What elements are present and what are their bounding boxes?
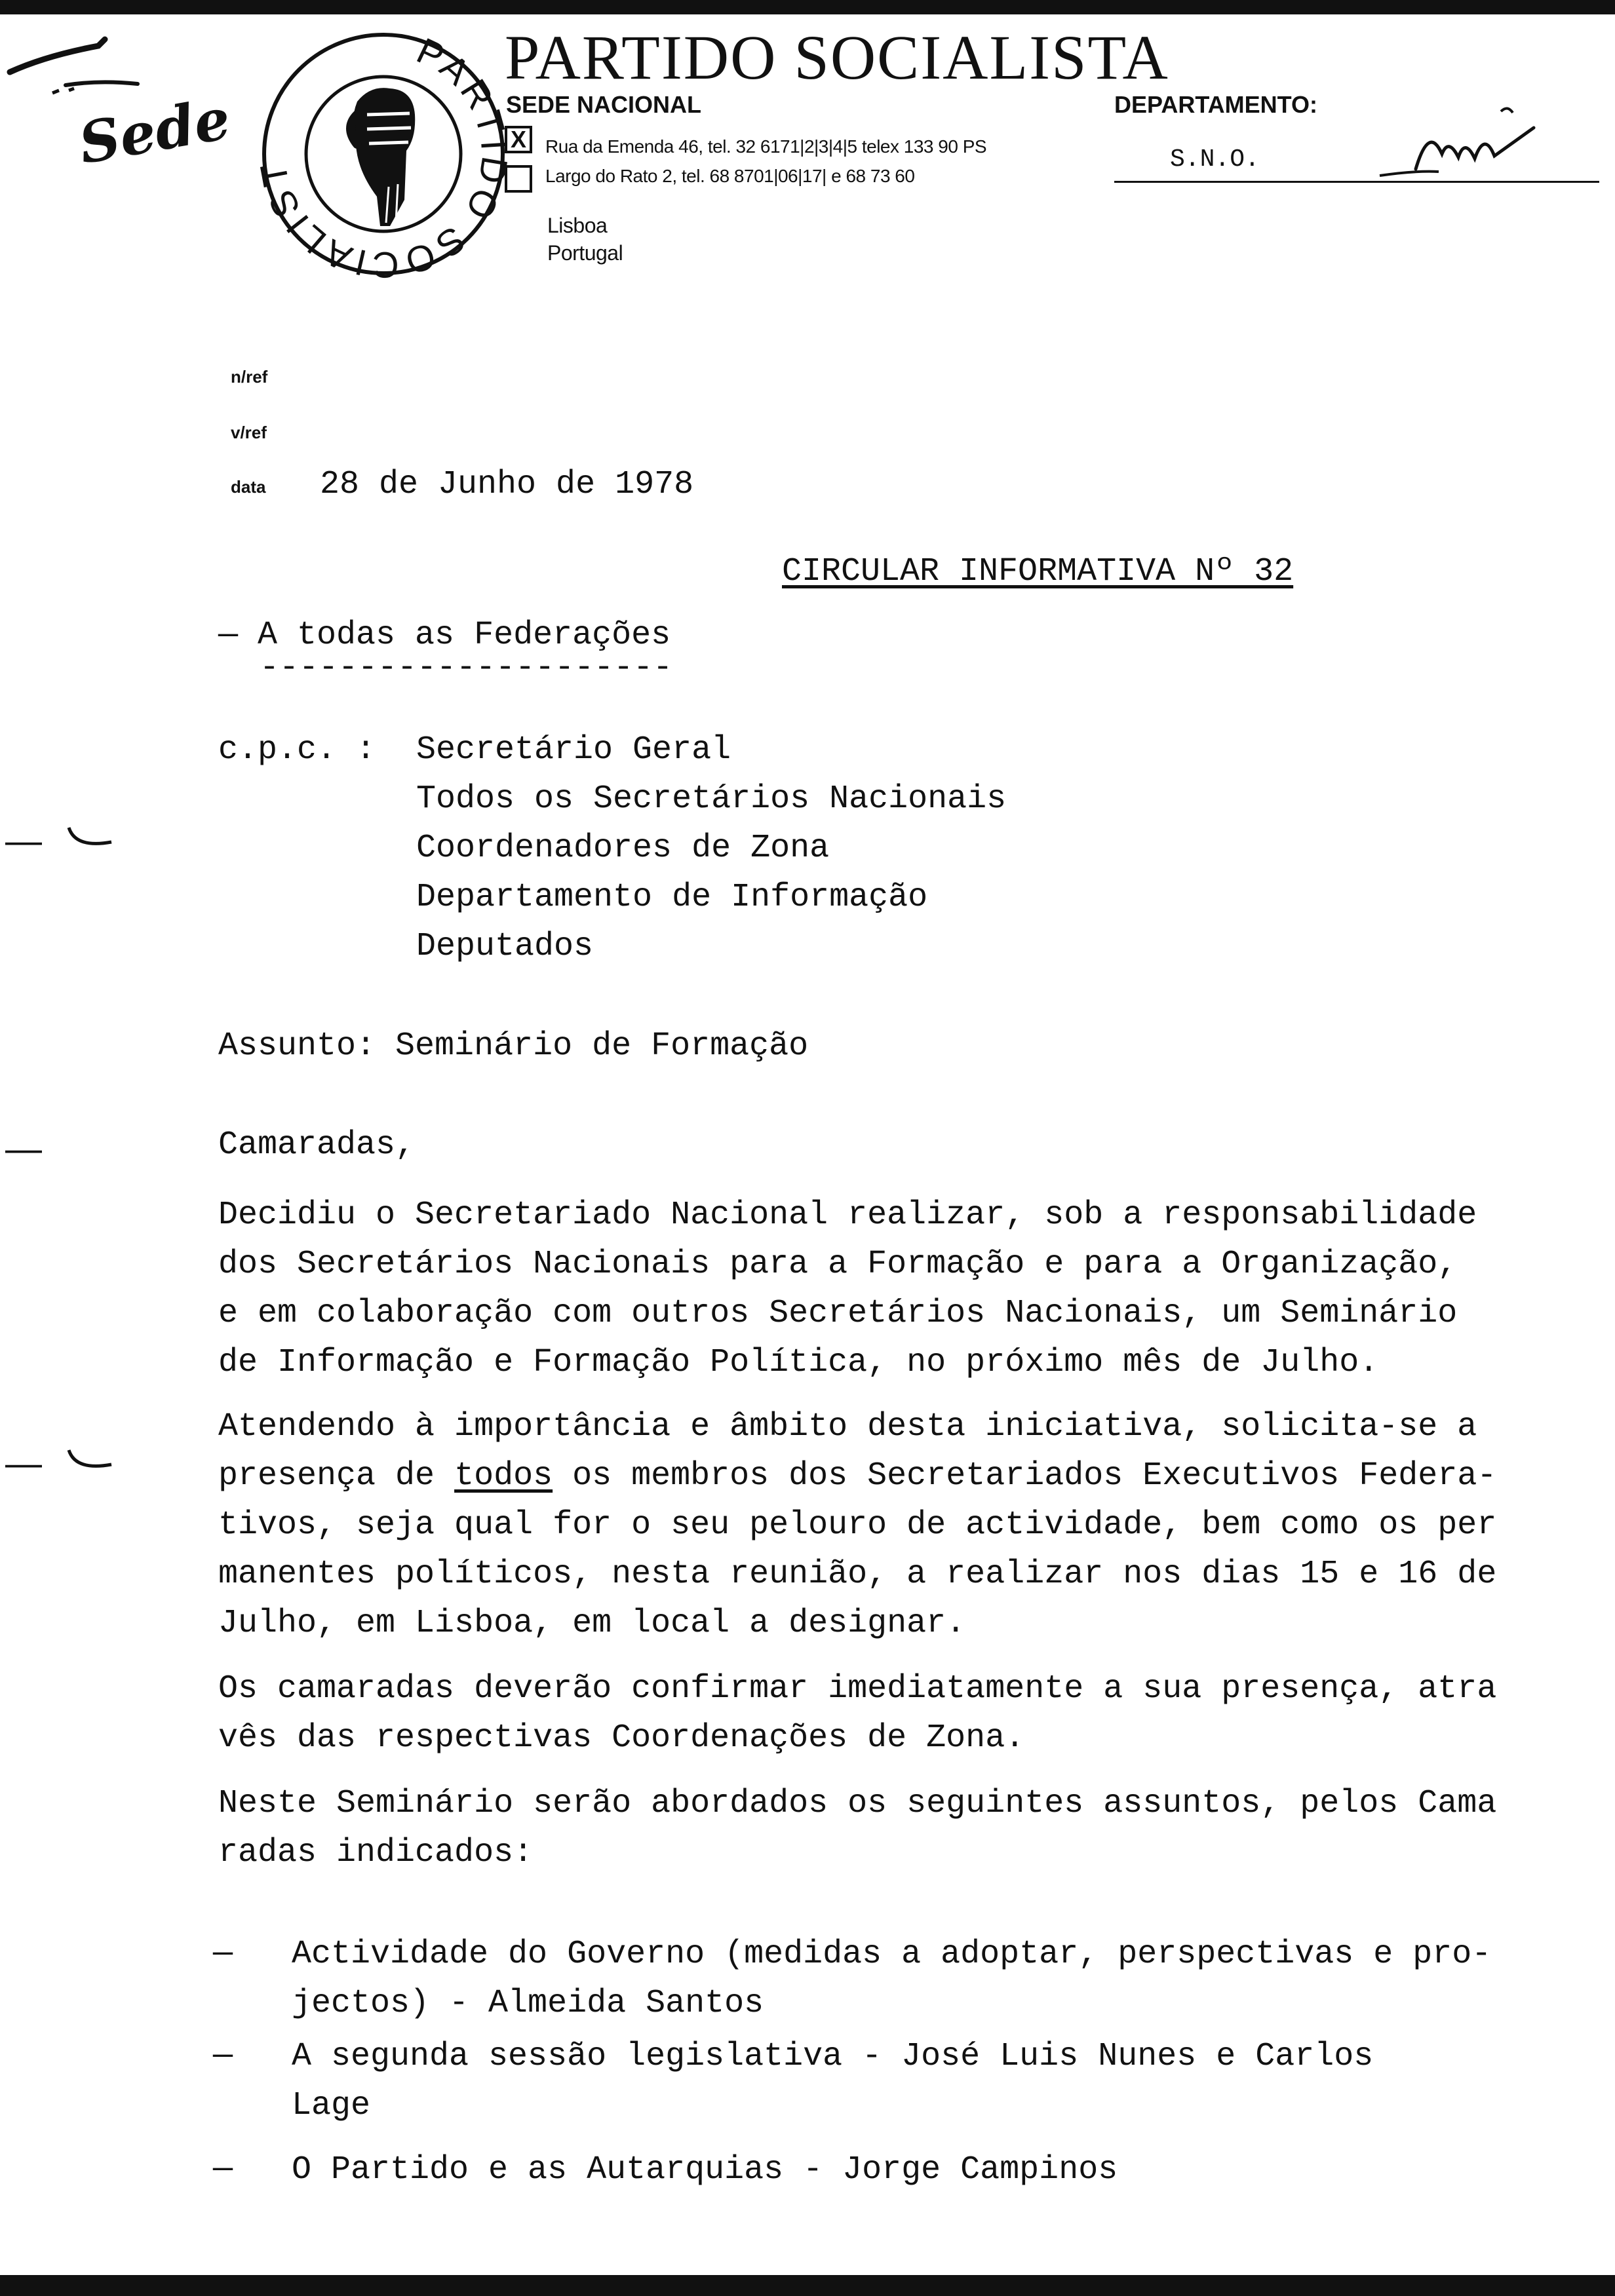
margin-hook-mark xyxy=(66,1445,118,1478)
addressee-rule: --------------------- xyxy=(260,649,673,687)
scan-bottom-border xyxy=(0,2275,1615,2296)
emphasis-todos: todos xyxy=(454,1457,553,1495)
paragraph-line: dos Secretários Nacionais para a Formação e para a Organização, xyxy=(218,1246,1458,1283)
city: Lisboa xyxy=(547,214,608,237)
topic-line: Actividade do Governo (medidas a adoptar, perspectivas e pro- xyxy=(292,1936,1492,1973)
cpc-recipient: Deputados xyxy=(416,928,594,965)
margin-dash: — xyxy=(5,1442,42,1483)
paragraph-line: manentes políticos, nesta reunião, a realizar nos dias 15 e 16 de xyxy=(218,1556,1497,1593)
topic-dash: — xyxy=(213,2037,233,2075)
paragraph-line: tivos, seja qual for o seu pelouro de actividade, bem como os per xyxy=(218,1506,1497,1544)
cpc-recipient: Secretário Geral xyxy=(416,731,731,769)
nref-label: n/ref xyxy=(231,367,268,387)
paragraph-line: Julho, em Lisboa, em local a designar. xyxy=(218,1605,966,1642)
topic-line: Lage xyxy=(292,2087,371,2124)
topic-item xyxy=(292,1930,1491,2028)
departamento-value: S.N.O. xyxy=(1170,145,1260,174)
margin-hook-mark xyxy=(66,822,118,855)
address-2: Largo do Rato 2, tel. 68 8701|06|17| e 68 73 60 xyxy=(545,166,915,186)
party-logo xyxy=(259,29,508,278)
vref-label: v/ref xyxy=(231,423,267,442)
topic-item xyxy=(292,2145,1118,2194)
party-name: PARTIDO SOCIALISTA xyxy=(505,22,1169,92)
scan-top-border xyxy=(0,0,1615,14)
subject-line: Assunto: Seminário de Formação xyxy=(218,1027,809,1065)
paragraph-line: Os camaradas deverão confirmar imediatamente a sua presença, atra xyxy=(218,1670,1497,1708)
paragraph-line: Decidiu o Secretariado Nacional realizar, sob a responsabilidade xyxy=(218,1196,1477,1234)
paragraph-3 xyxy=(218,1664,1496,1763)
handwritten-sede-note: Sede xyxy=(73,85,235,178)
topic-line: O Partido e as Autarquias - Jorge Campinos xyxy=(292,2151,1118,2189)
topic-line: jectos) - Almeida Santos xyxy=(292,1985,764,2022)
departamento-label: DEPARTAMENTO: xyxy=(1114,91,1317,118)
paragraph-1 xyxy=(218,1191,1477,1387)
paragraph-line: Neste Seminário serão abordados os seguintes assuntos, pelos Cama xyxy=(218,1785,1497,1822)
sede-nacional-label: SEDE NACIONAL xyxy=(506,91,702,118)
paragraph-4 xyxy=(218,1779,1496,1877)
paragraph-line: Atendendo à importância e âmbito desta iniciativa, solicita-se a xyxy=(218,1408,1477,1445)
margin-dash: — xyxy=(5,820,42,861)
handwritten-signature xyxy=(1376,98,1540,183)
topic-item xyxy=(292,2032,1373,2130)
salutation: Camaradas, xyxy=(218,1126,416,1164)
paragraph-line: vês das respectivas Coordenações de Zona. xyxy=(218,1719,1025,1757)
paragraph-line: radas indicados: xyxy=(218,1834,534,1871)
corner-scribble xyxy=(7,20,157,98)
topic-dash: — xyxy=(213,1935,233,1972)
cpc-recipients xyxy=(416,725,1006,971)
address-2-checkbox xyxy=(505,165,532,193)
paragraph-line: de Informação e Formação Política, no próximo mês de Julho. xyxy=(218,1344,1379,1381)
paragraph-2 xyxy=(218,1402,1496,1648)
circular-title: CIRCULAR INFORMATIVA Nº 32 xyxy=(782,553,1294,590)
addressee-line: — A todas as Federações xyxy=(218,617,671,654)
paragraph-line: e em colaboração com outros Secretários Nacionais, um Seminário xyxy=(218,1295,1458,1332)
address-1: Rua da Emenda 46, tel. 32 6171|2|3|4|5 telex 133 90 PS xyxy=(545,136,987,157)
country: Portugal xyxy=(547,241,623,265)
letter-date: 28 de Junho de 1978 xyxy=(320,466,694,503)
svg-text:PARTIDO SOCIALISTA: PAR O SOCIALIS xyxy=(259,29,508,278)
cpc-recipient: Todos os Secretários Nacionais xyxy=(416,780,1007,818)
cpc-label: c.p.c. : xyxy=(218,731,376,769)
address-1-checkbox: X xyxy=(505,126,532,153)
cpc-recipient: Departamento de Informação xyxy=(416,879,928,916)
paragraph-line-with-emphasis: presença de todos os membros dos Secretariados Executivos Federa- xyxy=(218,1457,1497,1495)
topic-dash: — xyxy=(213,2151,233,2188)
data-label: data xyxy=(231,477,266,497)
cpc-recipient: Coordenadores de Zona xyxy=(416,830,830,867)
margin-dash: — xyxy=(5,1128,42,1169)
topic-line: A segunda sessão legislativa - José Luis Nunes e Carlos xyxy=(292,2038,1374,2075)
